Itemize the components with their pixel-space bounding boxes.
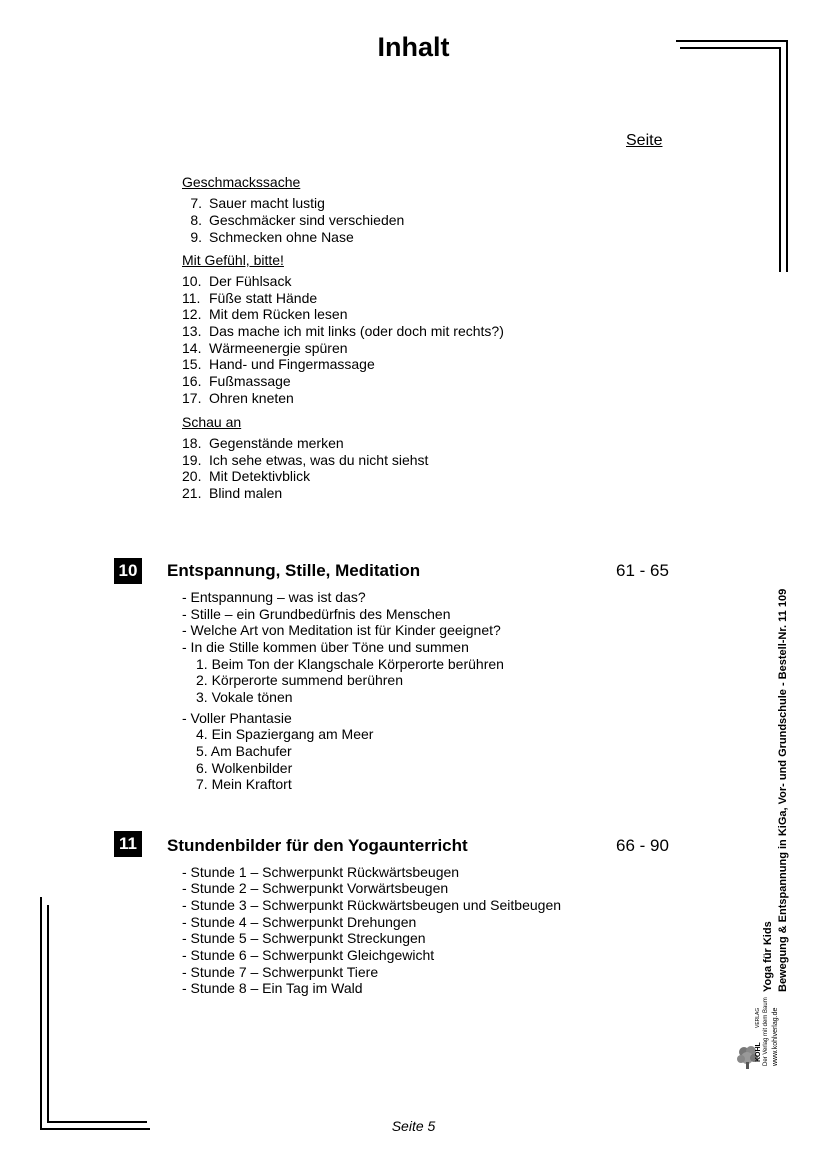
chapter-number-badge: 10 <box>114 558 142 584</box>
publisher-name: KOHL <box>755 1042 762 1062</box>
frame-line <box>47 905 49 1123</box>
section-heading: Schau an <box>182 414 242 430</box>
publisher-tag: VERLAG <box>755 1007 761 1028</box>
list-item: 3. Vokale tönen <box>196 689 293 705</box>
list-item: - Stunde 3 – Schwerpunkt Rückwärtsbeugen und Seitbeugen <box>182 897 562 913</box>
list-item: - Voller Phantasie <box>182 710 292 726</box>
page-column-header: Seite <box>626 132 663 149</box>
section-heading: Geschmackssache <box>182 174 301 190</box>
section-heading: Mit Gefühl, bitte! <box>182 252 284 268</box>
chapter-pages: 66 - 90 <box>616 836 669 855</box>
list-item: - Stunde 8 – Ein Tag im Wald <box>182 980 363 996</box>
publisher-website: www.kohlverlag.de <box>772 1007 779 1066</box>
frame-line <box>40 897 42 1130</box>
chapter-pages: 61 - 65 <box>616 561 669 580</box>
list-item: 6. Wolkenbilder <box>196 760 293 776</box>
list-item: 5. Am Bachufer <box>196 743 292 759</box>
page-title: Inhalt <box>377 32 450 62</box>
list-item: - Stunde 1 – Schwerpunkt Rückwärtsbeugen <box>182 864 460 880</box>
frame-line <box>779 47 781 272</box>
sidebar-book-subtitle: Bewegung & Entspannung in KiGa, Vor- und Grundschule - Bestell-Nr. 11 109 <box>777 588 789 992</box>
list-item: 4. Ein Spaziergang am Meer <box>196 726 374 742</box>
list-item: - Stunde 5 – Schwerpunkt Streckungen <box>182 930 426 946</box>
list-item: - Stunde 4 – Schwerpunkt Drehungen <box>182 914 417 930</box>
frame-line <box>680 47 780 49</box>
list-item: - Stunde 6 – Schwerpunkt Gleichgewicht <box>182 947 435 963</box>
list-item: - Welche Art von Meditation ist für Kinder geeignet? <box>182 622 501 638</box>
list-item: - Stille – ein Grundbedürfnis des Menschen <box>182 606 451 622</box>
list-item: 2. Körperorte summend berühren <box>196 672 403 688</box>
chapter-number-badge: 11 <box>114 831 142 857</box>
chapter-title: Entspannung, Stille, Meditation <box>167 561 421 580</box>
list-item: 1. Beim Ton der Klangschale Körperorte berühren <box>196 656 504 672</box>
list-item: - Stunde 2 – Schwerpunkt Vorwärtsbeugen <box>182 880 449 896</box>
list-item: - Stunde 7 – Schwerpunkt Tiere <box>182 964 379 980</box>
page-number: Seite 5 <box>391 1118 436 1134</box>
list-item: - Entspannung – was ist das? <box>182 589 366 605</box>
list-item: - In die Stille kommen über Töne und summen <box>182 639 469 655</box>
frame-line <box>676 40 788 42</box>
list-item: 7. Mein Kraftort <box>196 776 292 792</box>
chapter-title: Stundenbilder für den Yogaunterricht <box>167 836 468 855</box>
sidebar-book-title: Yoga für Kids <box>762 921 774 992</box>
frame-line <box>786 40 788 272</box>
publisher-slogan: Der Verlag mit dem Baum <box>763 997 769 1066</box>
